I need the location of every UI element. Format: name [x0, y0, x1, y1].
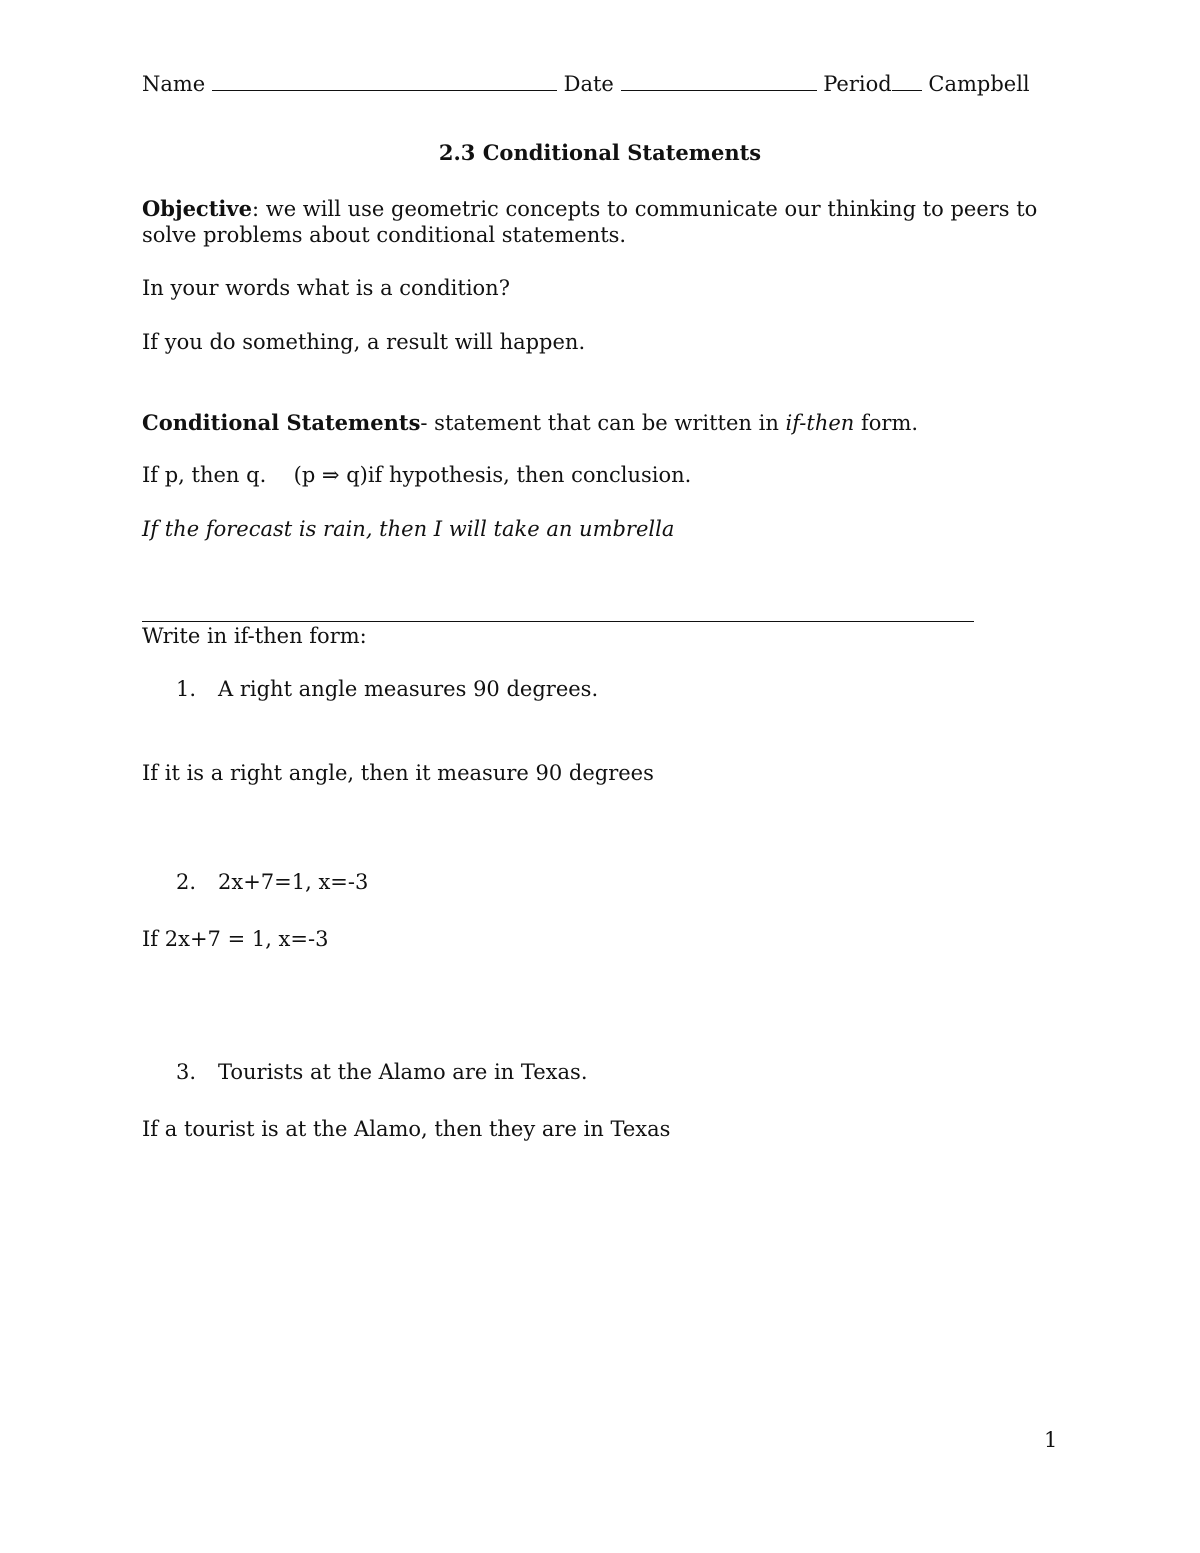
if-p-then-q: If p, then q. — [142, 463, 267, 487]
definition-text-after: form. — [854, 411, 919, 435]
name-label: Name — [142, 72, 206, 96]
exercise-instruction: Write in if-then form: — [142, 624, 367, 648]
exercise-1-number: 1. — [176, 677, 197, 701]
period-blank[interactable] — [892, 70, 922, 91]
definition-text: - statement that can be written in — [420, 411, 786, 435]
condition-answer: If you do something, a result will happen. — [142, 330, 586, 354]
exercise-3-answer: If a tourist is at the Alamo, then they are in Texas — [142, 1117, 671, 1141]
objective-line-2: solve problems about conditional statements. — [142, 223, 627, 247]
name-blank[interactable] — [212, 70, 557, 91]
example-sentence: If the forecast is rain, then I will take an umbrella — [142, 517, 675, 541]
exercise-1-prompt: A right angle measures 90 degrees. — [218, 677, 599, 701]
definition-line — [142, 409, 918, 437]
exercise-2-number: 2. — [176, 870, 197, 894]
teacher-name: Campbell — [928, 72, 1030, 96]
period-label: Period — [823, 72, 892, 96]
page-title: 2.3 Conditional Statements — [438, 140, 762, 165]
definition-term: Conditional Statements — [142, 410, 421, 435]
objective-label: Objective — [142, 196, 252, 221]
exercise-3-number: 3. — [176, 1060, 197, 1084]
exercise-2-prompt: 2x+7=1, x=-3 — [218, 870, 369, 894]
objective-text-1: : we will use geometric concepts to communicate our thinking to peers to — [251, 197, 1038, 221]
objective-line-1 — [142, 195, 1037, 223]
section-divider — [142, 621, 974, 622]
date-label: Date — [563, 72, 614, 96]
words-form: if hypothesis, then conclusion. — [367, 463, 692, 487]
page-number: 1 — [1044, 1428, 1058, 1452]
symbolic-form: (p ⇒ q) — [293, 463, 368, 487]
condition-question: In your words what is a condition? — [142, 276, 510, 300]
form-line — [142, 462, 691, 489]
header-line — [142, 70, 1030, 98]
exercise-2-answer: If 2x+7 = 1, x=-3 — [142, 927, 329, 951]
exercise-3-prompt: Tourists at the Alamo are in Texas. — [218, 1060, 588, 1084]
definition-italic-term: if-then — [785, 411, 855, 435]
exercise-1-answer: If it is a right angle, then it measure 90 degrees — [142, 761, 654, 785]
date-blank[interactable] — [621, 70, 817, 91]
